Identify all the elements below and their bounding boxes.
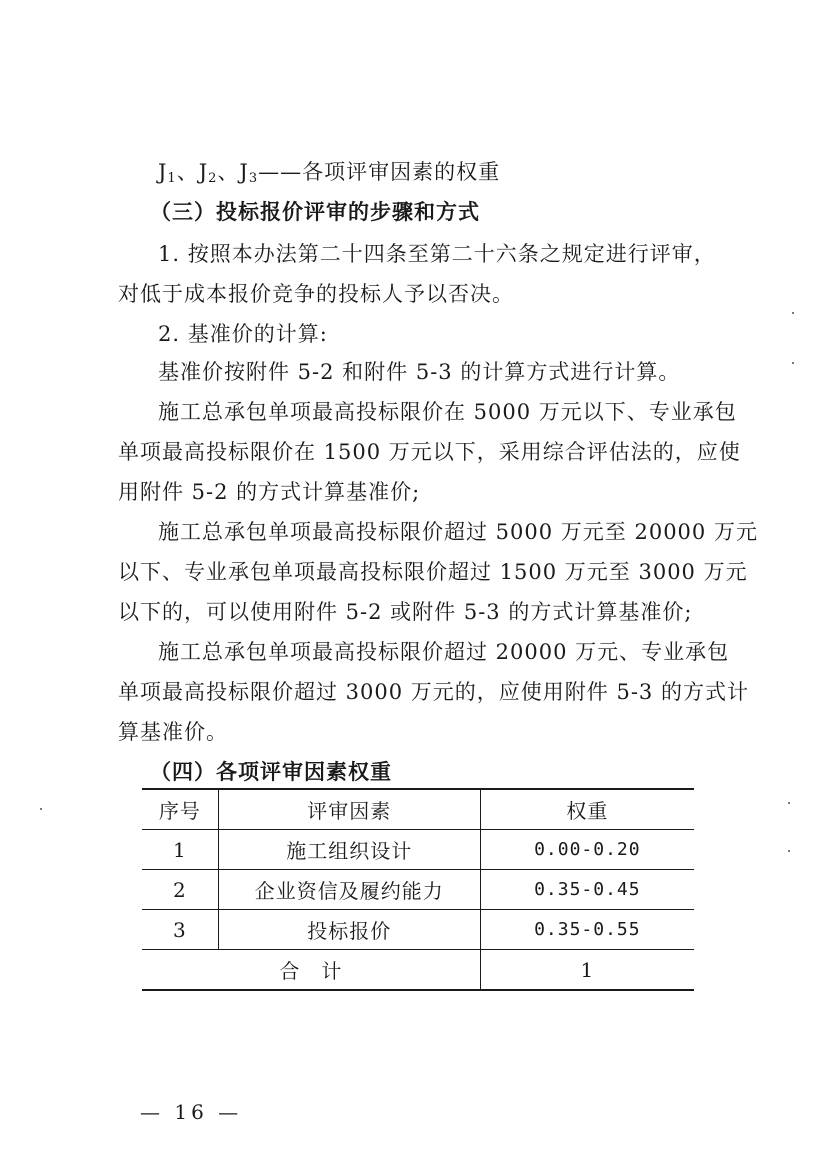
table-total-row <box>142 950 694 991</box>
var-j1: $J_1$ <box>158 160 177 186</box>
table-row <box>142 830 694 870</box>
separator: 、 <box>176 160 199 184</box>
section-4-heading: （四）各项评审因素权重 <box>150 759 392 784</box>
scan-speck <box>792 362 794 364</box>
weights-definition-line <box>158 157 758 187</box>
scan-speck <box>788 802 790 804</box>
var-j2: $J_2$ <box>198 160 218 186</box>
item-2-intro: 基准价按附件 5-2 和附件 5-3 的计算方式进行计算。 <box>158 360 681 384</box>
total-value: 1 <box>480 950 694 991</box>
item-1-line-2: 对低于成本报价竞争的投标人予以否决。 <box>118 282 514 306</box>
scan-speck <box>792 312 794 314</box>
item-1-line-1: 1. 按照本办法第二十四条至第二十六条之规定进行评审， <box>158 242 716 266</box>
row-weight: 0.35-0.45 <box>480 870 694 910</box>
header-index: 序号 <box>142 789 218 830</box>
row-weight: 0.00-0.20 <box>480 830 694 870</box>
row-weight: 0.35-0.55 <box>480 910 694 950</box>
separator: 、 <box>217 160 240 184</box>
para-1-line-3: 用附件 5-2 的方式计算基准价; <box>118 480 421 504</box>
para-1-line-2: 单项最高投标限价在 1500 万元以下，采用综合评估法的，应使 <box>118 440 741 464</box>
para-3-line-2: 单项最高投标限价超过 3000 万元的，应使用附件 5-3 的方式计 <box>118 680 749 704</box>
scan-speck <box>40 808 42 810</box>
var-j3: $J_3$ <box>239 160 259 186</box>
para-3-line-1: 施工总承包单项最高投标限价超过 20000 万元、专业承包 <box>158 640 730 664</box>
page-number: — 16 — <box>140 1100 243 1124</box>
weights-table <box>142 788 694 991</box>
table-header-row <box>142 789 694 830</box>
table-row <box>142 870 694 910</box>
row-index: 1 <box>142 830 218 870</box>
row-index: 3 <box>142 910 218 950</box>
table-row <box>142 910 694 950</box>
dash: —— <box>258 160 303 184</box>
para-1-line-1: 施工总承包单项最高投标限价在 5000 万元以下、专业承包 <box>158 400 737 424</box>
weights-definition-text: 各项评审因素的权重 <box>302 160 501 184</box>
row-factor: 企业资信及履约能力 <box>218 870 480 910</box>
para-2-line-3: 以下的，可以使用附件 5-2 或附件 5-3 的方式计算基准价; <box>118 600 693 624</box>
para-2-line-1: 施工总承包单项最高投标限价超过 5000 万元至 20000 万元 <box>158 520 758 544</box>
row-index: 2 <box>142 870 218 910</box>
header-weight: 权重 <box>480 789 694 830</box>
section-3-heading: （三）投标报价评审的步骤和方式 <box>150 199 480 224</box>
total-label: 合 计 <box>142 950 480 991</box>
para-3-line-3: 算基准价。 <box>118 720 228 744</box>
row-factor: 施工组织设计 <box>218 830 480 870</box>
item-2-heading: 2. 基准价的计算: <box>158 322 328 346</box>
row-factor: 投标报价 <box>218 910 480 950</box>
scan-speck <box>788 850 790 852</box>
header-factor: 评审因素 <box>218 789 480 830</box>
para-2-line-2: 以下、专业承包单项最高投标限价超过 1500 万元至 3000 万元 <box>118 560 748 584</box>
